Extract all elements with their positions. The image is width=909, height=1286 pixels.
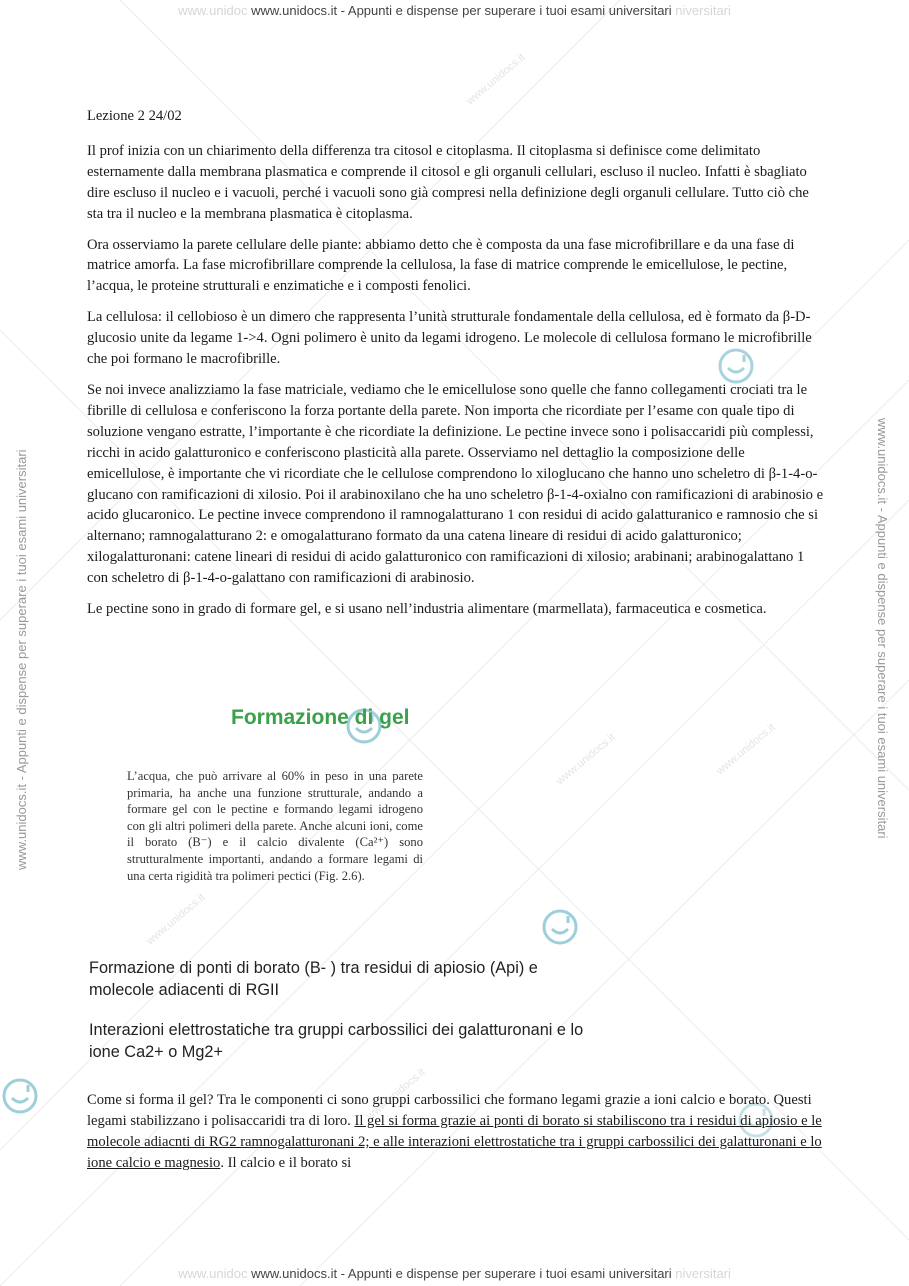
paragraph-citoplasma: Il prof inizia con un chiarimento della differenza tra citosol e citoplasma. Il citoplasma si definisce come delimitato esternamente dalla membrana plasmatica e comprende il citosol e gli organuli cellulari, escluso il nucleo. Infatti è sbagliato dire escluso il nucleo e i vacuoli, perché i vacuoli sono già compresi nella definizione degli organuli cellulare. Tutto ciò che sta tra il nucleo e la membrana plasmatica è citoplasma. xyxy=(87,142,809,222)
paragraph-gel xyxy=(87,1090,827,1174)
unidocs-logo-icon xyxy=(0,1076,40,1116)
svg-text:www.unidocs.it: www.unidocs.it xyxy=(714,721,778,778)
paragraph-parete: Ora osserviamo la parete cellulare delle piante: abbiamo detto che è composta da una fase microfibrillare e da una fase di matrice amorfa. La fase microfibrillare comprende la cellulosa, la fase di matrice comprende le emicellulose, le pectine, l’acqua, le proteine strutturali e enzimatiche e i composti fenolici. xyxy=(87,236,795,295)
watermark-footer-text: www.unidocs.it - Appunti e dispense per superare i tuoi esami universitari xyxy=(251,1266,672,1281)
watermark-ghost-left: www.unidoc xyxy=(178,1266,248,1281)
paragraph-cellulosa: La cellulosa: il cellobioso è un dimero che rappresenta l’unità strutturale fondamentale della cellulosa, ed è formato da β-D-glucosio unite da legame 1->4. Ogni polimero è unito da legami idrogeno. Le molecole di cellulosa formano le microfibrille che poi formano le macrofibrille. xyxy=(87,309,812,368)
paragraph-pectine: Le pectine sono in grado di formare gel, e si usano nell’industria alimentare (marmellata), farmaceutica e cosmetica. xyxy=(87,601,767,618)
gel-text-underlined: Il gel si forma grazie ai ponti di borato si stabiliscono tra i residui di apiosio e le molecole adiacnti di RG2 ramnogalatturonani 2; e alle interazioni elettrostatiche tra i gruppi carbossilici dei galatturonani e lo ione calcio e magnesio xyxy=(87,1112,822,1171)
figure-caption-borato: Formazione di ponti di borato (B- ) tra residui di apiosio (Api) e molecole adiacenti di RGII xyxy=(89,959,538,999)
figure-caption-ioni: Interazioni elettrostatiche tra gruppi carbossilici dei galatturonani e lo ione Ca2+ o Mg2+ xyxy=(89,1021,584,1061)
watermark-ghost-right: niversitari xyxy=(675,1266,731,1281)
unidocs-logo-icon xyxy=(540,907,580,947)
watermark-ghost-right: niversitari xyxy=(675,3,731,18)
figure-heading: Formazione di gel xyxy=(231,706,410,729)
svg-text:www.unidocs.it: www.unidocs.it xyxy=(554,731,618,788)
gel-text-end: . Il calcio e il borato si xyxy=(220,1154,352,1171)
lecture-text xyxy=(87,106,825,630)
figure-quote: L’acqua, che può arrivare al 60% in peso in una parete primaria, ha anche una funzione strutturale, andando a formare gel con le pectine e formando legami idrogeno con gli altri polimeri della parete. Anche alcuni ioni, come il borato (B⁻) e il calcio divalente (Ca²⁺) sono strutturalmente importanti, andando a formare legami di una certa rigidità tra polimeri pectici (Fig. 2.6). xyxy=(127,769,423,883)
gel-text-start: Come si forma il gel? Tra le componenti ci sono gruppi carbossilici che formano legami grazie a ioni calcio e borato. Questi legami stabilizzano i polisaccaridi tra di loro. xyxy=(87,1092,812,1129)
svg-text:www.unidocs.it: www.unidocs.it xyxy=(144,891,208,948)
watermark-ghost-left: www.unidoc xyxy=(178,3,248,18)
watermark-header xyxy=(0,3,909,18)
watermark-right-side: www.unidocs.it - Appunti e dispense per superare i tuoi esami universitari xyxy=(875,418,890,839)
watermark-left-side: www.unidocs.it - Appunti e dispense per superare i tuoi esami universitari xyxy=(14,449,29,870)
svg-text:www.unidocs.it: www.unidocs.it xyxy=(364,1066,428,1123)
watermark-footer xyxy=(0,1266,909,1281)
svg-text:www.unidocs.it: www.unidocs.it xyxy=(464,51,528,108)
paragraph-matrice: Se noi invece analizziamo la fase matriciale, vediamo che le emicellulose sono quelle che fanno collegamenti crociati tra le fibrille di cellulosa e conferiscono la forza portante della parete. Non importa che ricordiate per l’esame con quale tipo di soluzione vengano estratte, l’importante è che ricordiate la definizione. Le pectine invece sono i polisaccaridi più complessi, ricchi in acido galatturonico e conferiscono plasticità alla parete. Osserviamo nel dettaglio la composizione delle emicellulose, è importante che vi ricordiate che le cellulose comprendono lo xiloglucano che hanno uno scheletro di β-1-4-o-glucano con ramificazioni di xilosio. Poi il arabinoxilano che ha uno scheletro β-1-4-oxialno con ramificazioni di arabinosio e acido glucaronico. Le pectine invece comprendono il ramnogalatturano 1 con residui di acido galatturanico e ramnosio che si alternano; ramnogalatturano 2: e omogalatturano formato da una catena lineare di residui di acido galatturonico; xilogalatturonani: catene lineari di residui di acido galatturonico con ramificazioni di xilosio; arabinani; arabinogalattano 1 con scheletro di β-1-4-o-galattano con ramificazioni di arabinosio. xyxy=(87,381,824,587)
watermark-header-text: www.unidocs.it - Appunti e dispense per superare i tuoi esami universitari xyxy=(251,3,672,18)
lecture-title: Lezione 2 24/02 xyxy=(87,108,182,124)
